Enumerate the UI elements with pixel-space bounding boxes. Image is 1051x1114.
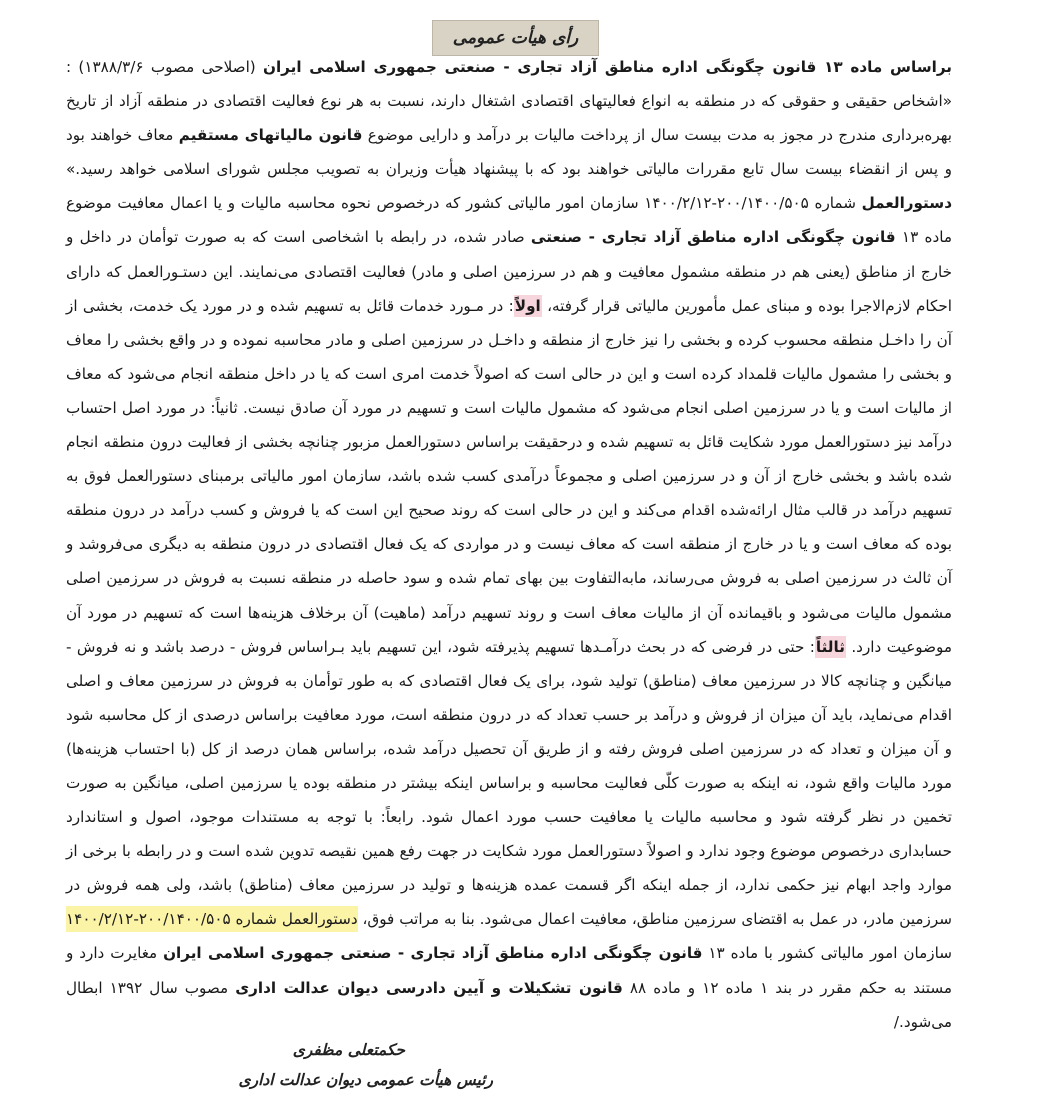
highlighted-instruction-reference: دستورالعمل شماره ۲۰۰/۱۴۰۰/۵۰۵-۱۴۰۰/۲/۱۲	[66, 906, 358, 932]
text-segment: (اصلاحی مصوب ۱۳۸۸/۳/۶) : «اشخاص حقیقی و حقوقی که در منطقه به انواع فعالیتهای اقتصادی اشتغال دارند، نسبت به هر نوع فعالیت اقتصادی در منطقه آزاد از تاریخ بهره‌برداری مندرج در مجوز به مدت بیست سال از پرداخت مالیات بر درآمد و دارایی موضوع	[66, 58, 952, 145]
signatory-name: حکمتعلی مظفری	[292, 1040, 405, 1059]
text-segment: مصوب سال ۱۳۹۲ ابطال می‌شود./	[66, 978, 952, 1031]
bold-text-segment: قانون چگونگی اداره مناطق آزاد تجاری - صنعتی جمهوری اسلامی ایران	[163, 944, 703, 963]
highlighted-ordinal-marker: اولاً	[514, 296, 541, 315]
text-segment: : در مـورد خدمات قائل به تسهیم شده و در مورد یک خدمت، بخشی از آن را داخـل منطقه محسوب کرده و بخشی را نیز خارج از منطقه و داخـل در سرزمین اصلی و مادر محاسبه نموده و در واقع بخشی را معاف و بخشی را مشمول مالیات قلمداد کرده است و این در حالی است که اصولاً خدمت امری است که یا در داخل منطقه انجام می‌شود که معاف از مالیات است و یا در سرزمین اصلی انجام می‌شود که مشمول مالیات است و تسهیم در مورد آن صادق نیست. ثانیاً: در مورد اصل احتساب درآمد نیز دستورالعمل مورد شکایت قائل به تسهیم شده و درحقیقت براساس دستورالعمل مزبور چنانچه بخشی از فعالیت درون منطقه انجام شده باشد و بخشی خارج از آن و در سرزمین اصلی و مجموعاً درآمدی کسب شده باشد، سازمان امور مالیاتی برمبنای دستورالعمل فوق به تسهیم درآمد در قالب مثال ارائه‌شده اقدام می‌کند و این در حالی است که روند صحیح این است که یا فروش و کسب درآمد در درون منطقه بوده که معاف است و یا در خارج از منطقه است که معاف نیست و در مواردی که یک فعال اقتصادی در درون منطقه به دیگری می‌فروشد و آن ثالث در سرزمین اصلی به فروش می‌رساند، مابه‌التفاوت بین بهای تمام شده و سود حاصله در منطقه نسبت به فروش در سرزمین اصلی مشمول مالیات می‌شود و باقیمانده آن از مالیات معاف است و روند تسهیم درآمد (ماهیت) آن برخلاف هزینه‌ها است که تسهیم در مورد آن موضوعیت دارد.	[66, 296, 952, 656]
text-segment: صادر شده، در رابطه با اشخاصی است که به صورت توأمان در داخل و خارج از مناطق (یعنی هم در منطقه مشمول معافیت و هم در سرزمین اصلی و مادر) فعالیت اقتصادی می‌نمایند. این دستـورالعمل که دارای احکام لازم‌الاجرا بوده و مبنای عمل مأمورین مالیاتی قرار گرفته،	[66, 228, 952, 315]
text-segment: مغایرت دارد و مستند به حکم مقرر در بند ۱ ماده ۱۲ و ماده ۸۸	[66, 944, 953, 997]
bold-text-segment: قانون مالیاتهای مستقیم	[178, 126, 363, 145]
text-segment: : حتی در فرضی که در بحث درآمـدها تسهیم پذیرفته شود، این تسهیم باید بـراساس فروش - درصد باشد و نه فروش - میانگین و چنانچه کالا در سرزمین معاف (مناطق) تولید شود، برای یک فعال اقتصادی که به طور توأمان به فروش در سرزمین معاف و اصلی اقدام می‌نماید، باید آن میزان از فروش و درآمد بر حسب تعداد که در درون منطقه است، مورد معافیت براساس درصدی از کل محاسبه شود و آن میزان و تعداد که در سرزمین اصلی فروش رفته و از طریق آن تحصیل درآمد شده، براساس همان درصد از کل (با احتساب هزینه‌ها) مورد مالیات واقع شود، نه اینکه به صورت کلّی فعالیت محاسبه و براساس اینکه بیشتر در منطقه بوده یا سرزمین اصلی، میانگین به صورت تخمین در نظر گرفته شود و محاسبه مالیات یا معافیت حسب مورد اعمال شود. رابعاً: با توجه به مستندات موجود، اصول و استاندارد حسابداری درخصوص موضوع وجود ندارد و اصولاً دستورالعمل مورد شکایت در جهت رفع همین نقیصه تدوین شده است و در رابطه با برخی از موارد واجد ابهام نیز حکمی ندارد، از جمله اینکه اگر قسمت عمده هزینه‌ها و تولید در سرزمین معاف (مناطق) باشد، ولی همه فروش در سرزمین مادر، در عمل به اقتضای سرزمین مناطق، معافیت اعمال می‌شود. بنا به مراتب فوق،	[66, 637, 952, 929]
page-title: رأی هیأت عمومی	[432, 20, 599, 56]
text-segment: سازمان امور مالیاتی کشور با ماده ۱۳	[702, 944, 952, 963]
bold-text-segment: براساس ماده ۱۳ قانون چگونگی اداره مناطق آزاد تجاری - صنعتی جمهوری اسلامی ایران	[263, 58, 952, 76]
highlighted-ordinal-marker: ثالثاً	[815, 637, 845, 656]
signatory-role: رئیس هیأت عمومی دیوان عدالت اداری	[238, 1070, 493, 1089]
text-segment: شماره ۲۰۰/۱۴۰۰/۵۰۵-۱۴۰۰/۲/۱۲ سازمان امور مالیاتی کشور که درخصوص نحوه محاسبه مالیات و یا اعمال معافیت موضوع ماده ۱۳	[66, 194, 953, 247]
bold-text-segment: قانون تشکیلات و آیین دادرسی دیوان عدالت اداری	[235, 978, 623, 997]
bold-text-segment: قانون چگونگی اداره مناطق آزاد تجاری - صنعتی	[530, 228, 896, 247]
text-segment: معاف خواهند بود و پس از انقضاء بیست سال تابع مقررات مالیاتی خواهند بود که با پیشنهاد هیأت وزیران به تصویب مجلس شورای اسلامی خواهد رسید.»	[66, 126, 952, 179]
ruling-body-text	[66, 50, 952, 1039]
bold-text-segment: دستورالعمل	[861, 194, 952, 213]
